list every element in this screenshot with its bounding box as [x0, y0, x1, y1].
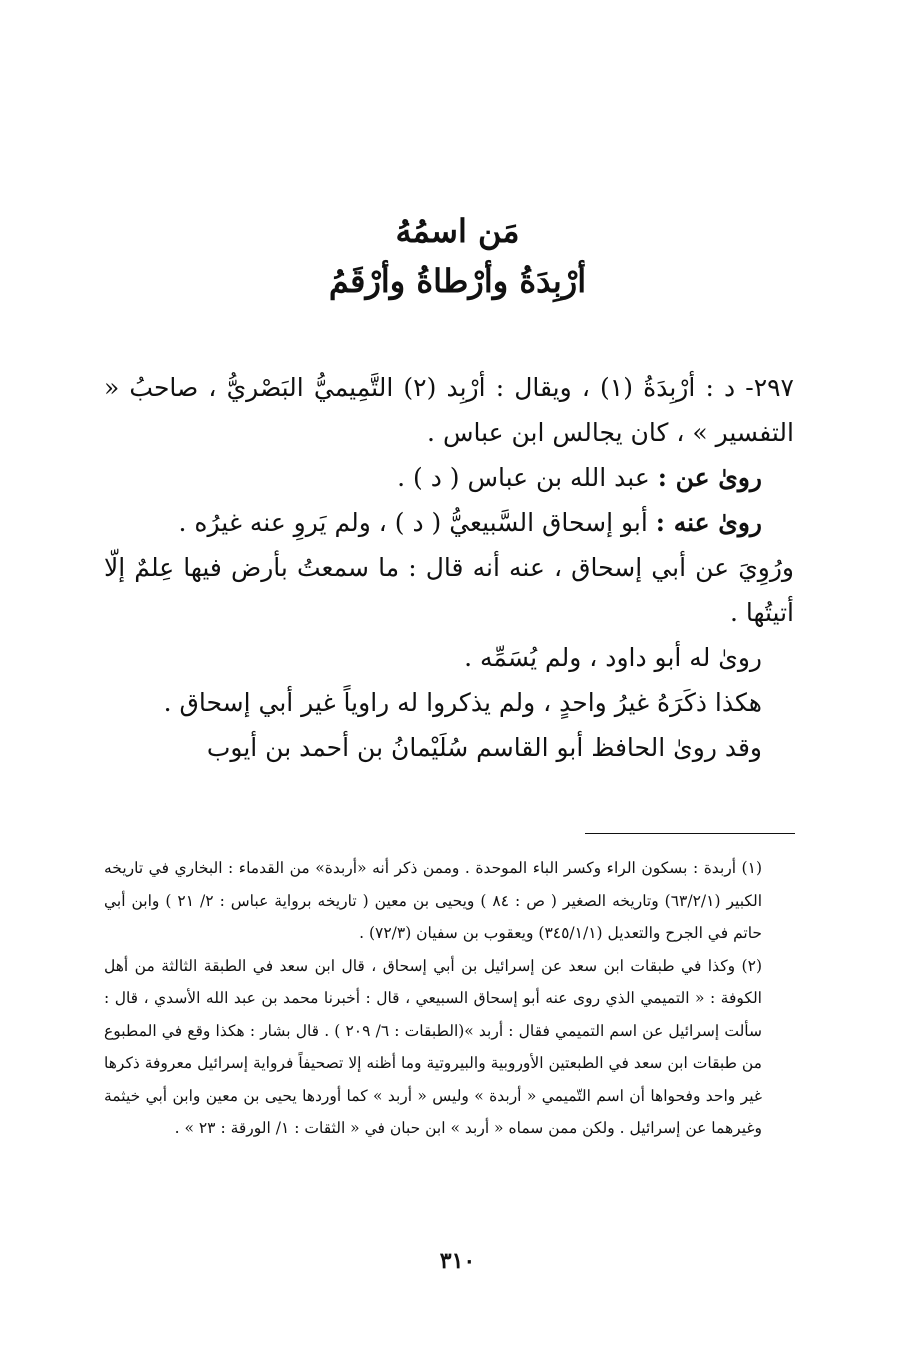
- narrated-from-paragraph: [104, 455, 794, 500]
- chapter-title-line-1: مَن اسمُهُ: [395, 212, 520, 250]
- narrated-by-text: أبو إسحاق السَّبيعيُّ ( د ) ، ولم يَروِ عنه غيرُه .: [178, 508, 648, 537]
- narrated-from-text: عبد الله بن عباس ( د ) .: [397, 463, 650, 492]
- footnotes: [104, 852, 794, 1145]
- entry-body: [104, 365, 794, 770]
- narrated-by-paragraph: [104, 500, 794, 545]
- footnote-1: (١) أربدة : بسكون الراء وكسر الباء الموحدة . وممن ذكر أنه «أربدة» من القدماء : البخاري في تاريخه الكبير (٦٣/٢/١) وتاريخه الصغير ( ص : ٨٤ ) ويحيى بن معين ( تاريخه برواية عباس : ٢/ ٢١ ) وابن أبي حاتم في الجرح والتعديل (٣٤٥/١/١) ويعقوب بن سفيان (٧٢/٣) .: [104, 859, 762, 942]
- entry-heading-paragraph: ٢٩٧- د : أرْبِدَةُ (١) ، ويقال : أرْبِد (٢) التَّمِيميُّ البَصْريُّ ، صاحبُ « التفسير » ، كان يجالس ابن عباس .: [104, 373, 794, 447]
- mentioned-paragraph: هكذا ذكَرَهُ غيرُ واحدٍ ، ولم يذكروا له راوياً غير أبي إسحاق .: [163, 688, 762, 717]
- continuation-paragraph: وقد روىٰ الحافظ أبو القاسم سُلَيْمانُ بن أحمد بن أيوب: [206, 733, 762, 762]
- chapter-title-line-2: أرْبِدَةُ وأرْطاةُ وأرْقَمُ: [328, 262, 587, 300]
- narrated-by-label: روىٰ عنه :: [655, 508, 762, 537]
- abu-dawud-paragraph: روىٰ له أبو داود ، ولم يُسَمِّه .: [464, 643, 762, 672]
- footnote-2: (٢) وكذا في طبقات ابن سعد عن إسرائيل بن أبي إسحاق ، قال ابن سعد في الطبقة الثالثة من أهل الكوفة : « التميمي الذي روى عنه أبو إسحاق السبيعي ، قال : أخبرنا محمد بن عبد الله الأسدي ، قال : سألت إسرائيل عن اسم التميمي فقال : أربد »(الطبقات : ٦/ ٢٠٩ ) . قال بشار : هكذا وقع في المطبوع من طبقات ابن سعد في الطبعتين الأوروبية والبيروتية وما أظنه إلا تصحيفاً فرواية إسرائيل معروفة ذكرها غير واحد وفحواها أن اسم التّميمي « أربدة » وليس « أربد » كما أوردها يحيى بن معين وابن أبي خيثمة وغيرهما عن إسرائيل . ولكن ممن سماه « أربد » ابن حبان في « الثقات : ١/ الورقة : ٢٣ » .: [104, 956, 763, 1137]
- quote-paragraph: ورُوِيَ عن أبي إسحاق ، عنه أنه قال : ما سمعتُ بأرض فيها عِلمٌ إلّا أتيتُها .: [104, 553, 794, 627]
- narrated-from-label: روىٰ عن :: [657, 463, 762, 492]
- page-number: ٣١٠: [439, 1248, 476, 1274]
- footnote-divider: [585, 833, 795, 834]
